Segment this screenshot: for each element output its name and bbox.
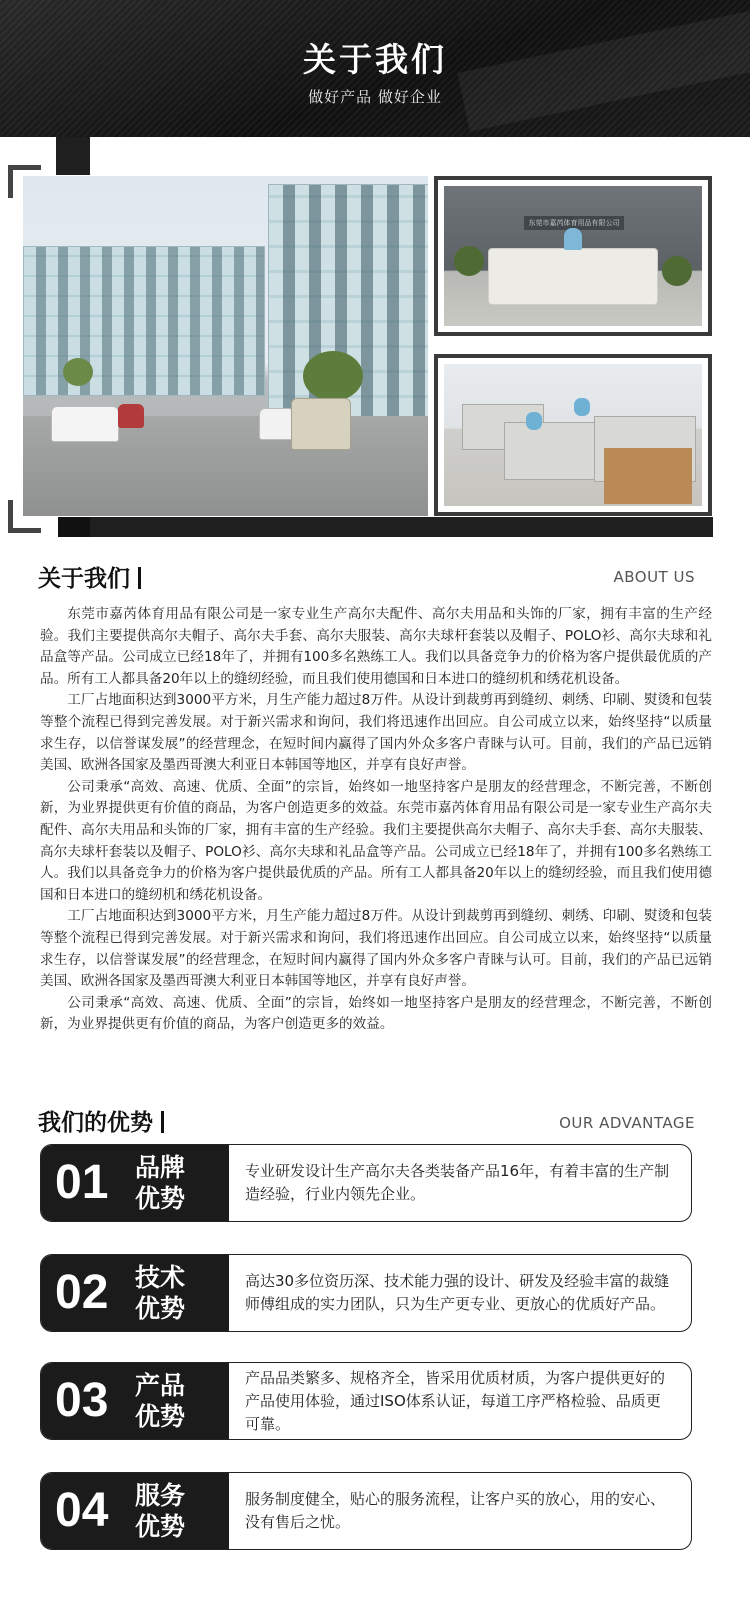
banner-subtitle: 做好产品 做好企业: [308, 88, 442, 106]
advantage-title: [38, 1104, 164, 1137]
advantage-label: 品牌优势: [135, 1153, 186, 1213]
advantage-card-badge: [41, 1145, 229, 1221]
advantage-label: 服务优势: [135, 1481, 186, 1541]
advantage-description: 高达30多位资历深、技术能力强的设计、研发及经验丰富的裁缝师傅组成的实力团队，只为生产更专业、更放心的优质好产品。: [245, 1272, 670, 1313]
advantage-number: 02: [55, 1266, 109, 1319]
about-body: [40, 604, 712, 1036]
advantage-description: 产品品类繁多、规格齐全，皆采用优质材质，为客户提供更好的产品使用体验，通过ISO体系认证，每道工序严格检验、品质更可靠。: [245, 1368, 666, 1433]
about-paragraph-2: 工厂占地面积达到3000平方米，月生产能力超过8万件。从设计到裁剪再到缝纫、刺绣、印刷、熨烫和包装等整个流程已得到完善发展。对于新兴需求和询问，我们将迅速作出回应。自公司成立以来，始终坚持“以质量求生存，以信誉谋发展”的经营理念，在短时间内赢得了国内外众多客户青睐与认可。目前，我们的产品已远销美国、欧洲各国家及墨西哥澳大利亚日本韩国等地区，并享有良好声誉。: [40, 692, 712, 774]
advantage-card-badge: [41, 1473, 229, 1549]
reception-photo-frame: [434, 176, 712, 336]
advantage-number: 01: [55, 1156, 109, 1209]
about-title: [38, 560, 141, 593]
office-photo: [444, 364, 702, 506]
about-paragraph-1: 东莞市嘉芮体育用品有限公司是一家专业生产高尔夫配件、高尔夫用品和头饰的厂家，拥有丰富的生产经验。我们主要提供高尔夫帽子、高尔夫手套、高尔夫服装、高尔夫球杆套装以及帽子、POLO衫、高尔夫球和礼品盒等产品。公司成立已经18年了，并拥有100多名熟练工人。我们以具备竞争力的价格为客户提供最优质的产品。所有工人都具备20年以上的缝纫经验，而且我们使用德国和日本进口的缝纫机和绣花机设备。: [40, 606, 712, 687]
advantage-description: 专业研发设计生产高尔夫各类装备产品16年，有着丰富的生产制造经验，行业内领先企业。: [245, 1162, 670, 1203]
decor-block-top: [56, 137, 90, 175]
reception-sign: 东莞市嘉芮体育用品有限公司: [524, 216, 624, 230]
factory-exterior-photo: [23, 176, 428, 516]
advantage-card: [40, 1472, 692, 1550]
about-title-text: 关于我们: [38, 566, 130, 592]
about-paragraph-4: 工厂占地面积达到3000平方米，月生产能力超过8万件。从设计到裁剪再到缝纫、刺绣、印刷、熨烫和包装等整个流程已得到完善发展。对于新兴需求和询问，我们将迅速作出回应。自公司成立以来，始终坚持“以质量求生存，以信誉谋发展”的经营理念，在短时间内赢得了国内外众多客户青睐与认可。目前，我们的产品已远销美国、欧洲各国家及墨西哥澳大利亚日本韩国等地区，并享有良好声誉。: [40, 908, 712, 990]
advantage-description: 服务制度健全，贴心的服务流程，让客户买的放心，用的安心、没有售后之忧。: [245, 1490, 666, 1531]
about-title-en: ABOUT US: [613, 568, 695, 586]
decor-bar-cap: [58, 517, 90, 537]
advantage-card: [40, 1254, 692, 1332]
advantage-label: 产品优势: [135, 1371, 186, 1431]
advantage-card: [40, 1144, 692, 1222]
advantage-title-text: 我们的优势: [38, 1110, 153, 1136]
advantage-card: [40, 1362, 692, 1440]
about-paragraph-3: 公司秉承“高效、高速、优质、全面”的宗旨，始终如一地坚持客户是朋友的经营理念，不断完善，不断创新，为业界提供更有价值的商品，为客户创造更多的效益。东莞市嘉芮体育用品有限公司是一家专业生产高尔夫配件、高尔夫用品和头饰的厂家，拥有丰富的生产经验。我们主要提供高尔夫帽子、高尔夫手套、高尔夫服装、高尔夫球杆套装以及帽子、POLO衫、高尔夫球和礼品盒等产品。公司成立已经18年了，并拥有100多名熟练工人。我们以具备竞争力的价格为客户提供最优质的产品。所有工人都具备20年以上的缝纫经验，而且我们使用德国和日本进口的缝纫机和绣花机设备。: [40, 778, 712, 903]
advantage-number: 03: [55, 1374, 109, 1427]
advantage-card-badge: [41, 1255, 229, 1331]
decor-bar-bottom: [58, 517, 713, 537]
title-accent-bar: [161, 1111, 164, 1133]
header-banner: [0, 0, 750, 137]
banner-title: 关于我们: [303, 40, 447, 79]
office-photo-frame: [434, 354, 712, 516]
advantage-title-en: OUR ADVANTAGE: [559, 1114, 695, 1132]
advantage-number: 04: [55, 1484, 109, 1537]
reception-photo: [444, 186, 702, 326]
advantage-card-badge: [41, 1363, 229, 1439]
about-paragraph-5: 公司秉承“高效、高速、优质、全面”的宗旨，始终如一地坚持客户是朋友的经营理念，不断完善，不断创新，为业界提供更有价值的商品，为客户创造更多的效益。: [40, 994, 712, 1033]
title-accent-bar: [138, 567, 141, 589]
advantage-label: 技术优势: [135, 1263, 186, 1323]
